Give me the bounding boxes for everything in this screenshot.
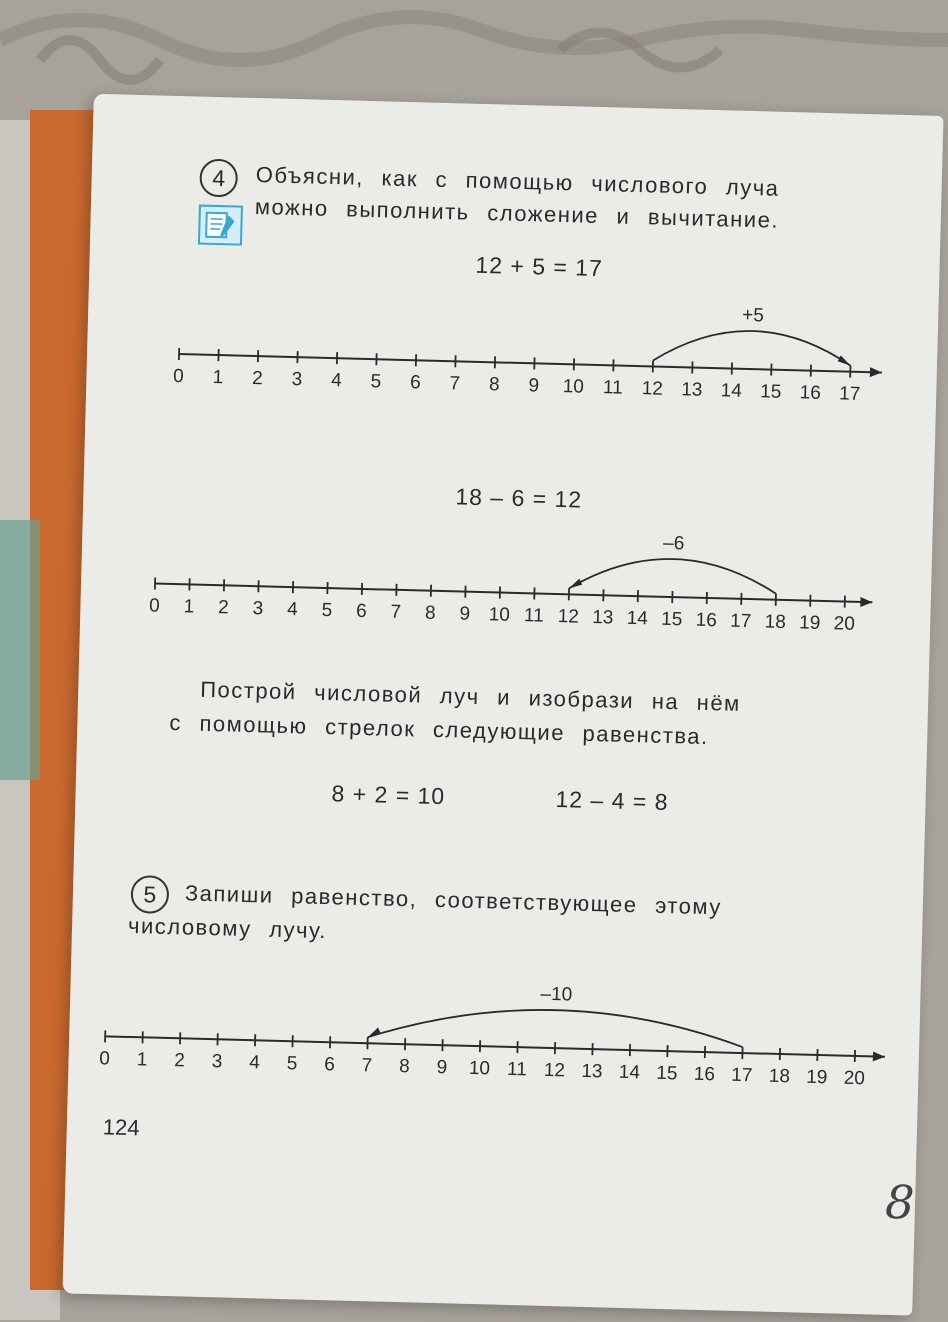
ray2-tick-label: 3 [252,598,264,620]
equation-b: 12 – 4 = 8 [555,786,669,816]
task4-text-line2: можно выполнить сложение и вычитание. [254,193,780,233]
ray2-tick-label: 2 [217,597,229,619]
ray2-tick-label: 10 [488,604,511,626]
ray3-tick-label: 4 [248,1052,261,1074]
ray1-tick-label: 11 [602,377,623,399]
task4-text-line1: Объясни, как с помощью числового луча [255,162,780,201]
ray1-tick-label: 3 [291,369,303,391]
ray2-tick-label: 6 [355,600,367,623]
ray2-tick-label: 9 [459,603,471,625]
ray1-tick-label: 2 [251,367,264,390]
ray3-tick-label: 3 [211,1051,223,1073]
number-ray-example2 [142,521,884,640]
ray1-tick-label: 16 [799,382,822,404]
ray1-tick-label: 9 [528,375,540,397]
ray3-tick-label: 0 [99,1048,111,1070]
ray2-jump-label: –6 [662,532,685,555]
ray1-tick-label: 6 [409,372,421,394]
ray3-tick-label: 15 [656,1062,678,1085]
example1-equation: 12 + 5 = 17 [475,251,604,282]
ray2-jump-arc [569,556,777,593]
ray3-tick-label: 11 [506,1058,528,1081]
ray3-tick-label: 7 [361,1055,373,1077]
ray3-tick-label: 8 [398,1056,411,1078]
page-number: 124 [102,1114,140,1141]
task-number-badge: 4 [199,159,238,198]
ray1-tick-label: 10 [562,376,585,398]
ray1-tick-label: 8 [488,374,500,396]
ray2-tick-label: 1 [183,596,195,618]
ray2-tick-label: 15 [660,608,683,631]
task4-instruction-line1: Построй числовой луч и изобрази на нём [199,676,742,716]
ray2-tick-label: 17 [729,610,752,633]
ray2-tick-label: 4 [286,598,298,621]
equation-a: 8 + 2 = 10 [331,780,446,810]
ray1-tick-label: 12 [641,378,664,400]
ray2-tick-label: 8 [424,602,436,624]
ray2-jump-arrowhead-icon [569,578,582,588]
ray2-tick-label: 18 [764,611,787,634]
ray1-tick-label: 14 [720,380,743,402]
ray2-tick-label: 5 [321,599,333,622]
ray3-tick-label: 2 [173,1050,186,1072]
ray3-tick-label: 14 [618,1061,641,1084]
ray3-tick-label: 9 [436,1057,448,1079]
ray3-tick-label: 1 [136,1049,148,1071]
ray2-tick-label: 7 [390,601,402,623]
ray3-tick-label: 20 [843,1067,866,1090]
ray1-tick-label: 1 [212,366,224,389]
number-ray-example1 [166,292,888,411]
ray1-tick-label: 15 [759,381,782,403]
ray1-jump-arrowhead-icon [837,355,850,365]
ray1-tick-label: 17 [838,383,861,405]
ray3-jump-arc [368,1005,744,1047]
ray2-tick-label: 16 [695,609,718,632]
task-number-badge: 5 [130,875,169,914]
number-ray-task5 [92,974,884,1095]
ray2-tick-label: 12 [557,606,580,628]
ray3-tick-label: 16 [693,1063,716,1086]
ray2-tick-label: 13 [591,606,614,629]
ray3-tick-label: 17 [731,1064,753,1087]
ray1-arrowhead-icon [870,367,882,377]
ray2-tick-label: 11 [523,605,544,627]
handwritten-mark: 8 [884,1174,916,1230]
ray1-tick-label: 5 [370,371,382,393]
ray1-tick-label: 7 [449,373,461,395]
ray3-arrowhead-icon [873,1051,885,1061]
workbook-page [62,94,943,1316]
task4-instruction-line2: с помощью стрелок следующие равенства. [169,709,710,750]
ray3-tick-label: 13 [581,1060,603,1083]
ray1-tick-label: 0 [172,365,185,388]
ray1-jump-arc [653,328,851,365]
book-pencil-icon [198,205,243,246]
ray3-tick-label: 12 [543,1059,566,1082]
ray1-tick-label: 13 [680,379,703,401]
ray3-tick-label: 18 [768,1065,791,1088]
task5-text-line1: Запиши равенство, соответствующее этому [184,880,723,920]
ray1-tick-label: 4 [330,370,342,392]
ray2-tick-label: 0 [148,595,161,617]
ray1-jump-label: +5 [741,304,765,327]
ray3-tick-label: 19 [805,1066,828,1089]
example2-equation: 18 – 6 = 12 [455,483,583,513]
ray2-tick-label: 20 [833,613,856,635]
ray3-tick-label: 5 [286,1053,298,1075]
ray1-axis-line [179,354,882,372]
task5-text-line2: числовому лучу. [127,912,328,944]
ray3-jump-label: –10 [540,983,573,1006]
ray3-tick-label: 10 [468,1057,491,1080]
ray2-arrowhead-icon [860,597,872,607]
ray3-tick-label: 6 [323,1054,336,1076]
ray2-tick-label: 14 [626,607,649,630]
ray2-tick-label: 19 [798,612,821,634]
